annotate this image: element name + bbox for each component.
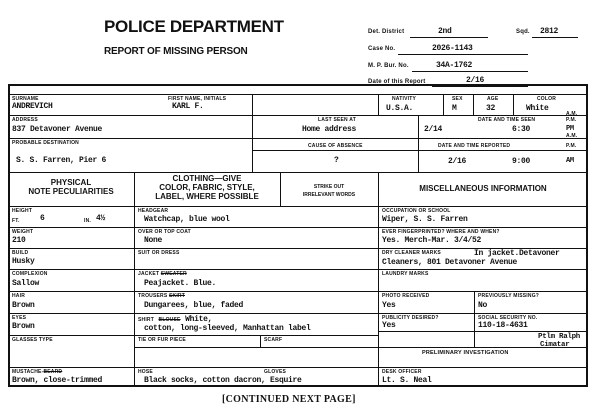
surname-label: SURNAME: [12, 96, 39, 102]
social-security-label: SOCIAL SECURITY NO.: [478, 315, 538, 321]
photo-received-value: Yes: [382, 301, 396, 310]
hose-value: Black socks, cotton dacron, Esquire: [144, 376, 302, 385]
report-date-label: Date of this Report: [368, 79, 426, 85]
desk-officer-label: DESK OFFICER: [382, 369, 422, 375]
previously-missing-value: No: [478, 301, 488, 310]
address-label: ADDRESS: [12, 117, 38, 123]
complexion-label: COMPLEXION: [12, 271, 48, 277]
physical-header: PHYSICAL NOTE PECULIARITIES: [28, 178, 114, 196]
color-label: COLOR: [537, 96, 557, 102]
time-seen-ampm: PM: [566, 125, 574, 133]
suit-label: SUIT OR DRESS: [138, 250, 180, 256]
preliminary-investigation-label: PRELIMINARY INVESTIGATION: [422, 350, 509, 356]
dry-cleaner-value-continued: Cleaners, 801 Detavoner Avenue: [382, 258, 518, 267]
address-value: 837 Detavoner Avenue: [12, 125, 103, 134]
form-subtitle: REPORT OF MISSING PERSON: [104, 46, 248, 57]
probable-destination-label: PROBABLE DESTINATION: [12, 140, 79, 146]
hair-value: Brown: [12, 301, 35, 310]
date-time-reported-label: DATE AND TIME REPORTED: [438, 143, 511, 149]
last-seen-label: LAST SEEN AT: [318, 117, 356, 123]
weight-value: 210: [12, 236, 26, 245]
color-value: White: [526, 104, 549, 113]
case-value: 2026-1143: [432, 44, 473, 53]
height-ft-value: 6: [40, 214, 45, 223]
mp-bureau-label: M. P. Bur. No.: [368, 63, 409, 69]
district-value: 2nd: [438, 27, 452, 36]
age-value: 32: [486, 104, 496, 113]
eyes-label: EYES: [12, 315, 27, 321]
dry-cleaner-label: DRY CLEANER MARKS: [382, 250, 441, 256]
age-label: AGE: [487, 96, 499, 102]
gloves-label: GLOVES: [264, 369, 287, 375]
prelim-officer-line1: Ptlm Ralph: [538, 333, 581, 341]
shirt-row: [138, 315, 212, 324]
publicity-label: PUBLICITY DESIRED?: [382, 315, 439, 321]
continued-next-page: [CONTINUED NEXT PAGE]: [222, 394, 356, 405]
first-name-label: FIRST NAME, INITIALS: [168, 96, 227, 102]
last-seen-value: Home address: [302, 125, 357, 134]
mustache-value: Brown, close-trimmed: [12, 376, 103, 385]
form-title: POLICE DEPARTMENT: [104, 17, 284, 36]
surname-value: ANDREVICH: [12, 102, 53, 111]
misc-header: MISCELLANEOUS INFORMATION: [419, 184, 547, 193]
shirt-label: SHIRT: [138, 317, 154, 323]
nativity-value: U.S.A.: [386, 104, 414, 113]
height-in-value: 4½: [96, 214, 106, 223]
case-label: Case No.: [368, 46, 396, 52]
shirt-struck-label: BLOUSE: [158, 317, 181, 323]
scarf-label: SCARF: [264, 337, 283, 343]
sex-label: SEX: [452, 96, 463, 102]
date-seen-value: 2/14: [424, 125, 443, 134]
desk-officer-value: Lt. S. Neal: [382, 376, 432, 385]
previously-missing-label: PREVIOUSLY MISSING?: [478, 293, 540, 299]
time-reported-ampm: AM: [566, 157, 574, 165]
complexion-value: Sallow: [12, 279, 40, 288]
shirt-value-continued: cotton, long-sleeved, Manhattan label: [144, 324, 311, 333]
occupation-value: Wiper, S. S. Farren: [382, 215, 468, 224]
tie-label: TIE OR FUR PIECE: [138, 337, 186, 343]
dry-cleaner-value: In jacket.Detavoner: [474, 249, 560, 258]
headgear-value: Watchcap, blue wool: [144, 215, 230, 224]
hose-label: HOSE: [138, 369, 153, 375]
glasses-label: GLASSES TYPE: [12, 337, 53, 343]
nativity-label: NATIVITY: [392, 96, 417, 102]
sex-value: M: [452, 104, 457, 113]
strike-out-header: STRIKE OUT IRRELEVANT WORDS: [302, 184, 356, 198]
overcoat-value: None: [144, 236, 163, 245]
height-label: HEIGHT: [12, 208, 33, 214]
weight-label: WEIGHT: [12, 229, 34, 235]
report-date-value: 2/16: [466, 76, 485, 85]
mustache-label: MUSTACHE-BEARD: [12, 369, 63, 375]
pm-label-seen: P.M.: [566, 117, 577, 123]
first-name-value: KARL F.: [172, 102, 204, 111]
time-seen-value: 6:30: [512, 125, 531, 134]
mp-bureau-value: 34A-1762: [436, 61, 473, 70]
build-label: BUILD: [12, 250, 29, 256]
occupation-label: OCCUPATION OR SCHOOL: [382, 208, 451, 214]
build-value: Husky: [12, 257, 35, 266]
social-security-value: 110-18-4631: [478, 321, 528, 330]
overcoat-label: OVER OR TOP COAT: [138, 229, 191, 235]
shirt-value: White,: [185, 315, 213, 324]
date-time-seen-label: DATE AND TIME SEEN: [478, 117, 536, 123]
sqd-label: Sqd.: [516, 29, 530, 35]
publicity-value: Yes: [382, 321, 396, 330]
date-reported-value: 2/16: [448, 157, 467, 166]
eyes-value: Brown: [12, 322, 35, 331]
photo-received-label: PHOTO RECEIVED: [382, 293, 430, 299]
clothing-header: CLOTHING—GIVE COLOR, FABRIC, STYLE, LABEL, WHERE POSSIBLE: [155, 174, 259, 201]
laundry-label: LAUNDRY MARKS: [382, 271, 429, 277]
trousers-value: Dungarees, blue, faded: [144, 301, 244, 310]
time-reported-value: 9:00: [512, 157, 531, 166]
jacket-label: JACKET SWEATER: [138, 271, 187, 277]
hair-label: HAIR: [12, 293, 26, 299]
fingerprinted-label: EVER FINGERPRINTED? WHERE AND WHEN?: [382, 229, 500, 235]
sqd-value: 2812: [540, 27, 559, 36]
headgear-label: HEADGEAR: [138, 208, 169, 214]
am-label-seen: A.M.: [566, 111, 578, 117]
jacket-value: Peajacket. Blue.: [144, 279, 217, 288]
trousers-label: TROUSERS SKIRT: [138, 293, 185, 299]
height-in-label: IN.: [84, 218, 91, 224]
cause-label: CAUSE OF ABSENCE: [308, 143, 363, 149]
height-ft-label: FT.: [12, 218, 20, 224]
cause-value: ?: [334, 156, 339, 165]
am-label-reported: A.M.: [566, 133, 578, 139]
prelim-officer-line2: Cimatar: [540, 341, 570, 349]
district-label: Det. District: [368, 29, 405, 35]
pm-label-reported: P.M.: [566, 143, 577, 149]
fingerprinted-value: Yes. Merch-Mar. 3/4/52: [382, 236, 482, 245]
probable-destination-value: S. S. Farren, Pier 6: [16, 156, 107, 165]
